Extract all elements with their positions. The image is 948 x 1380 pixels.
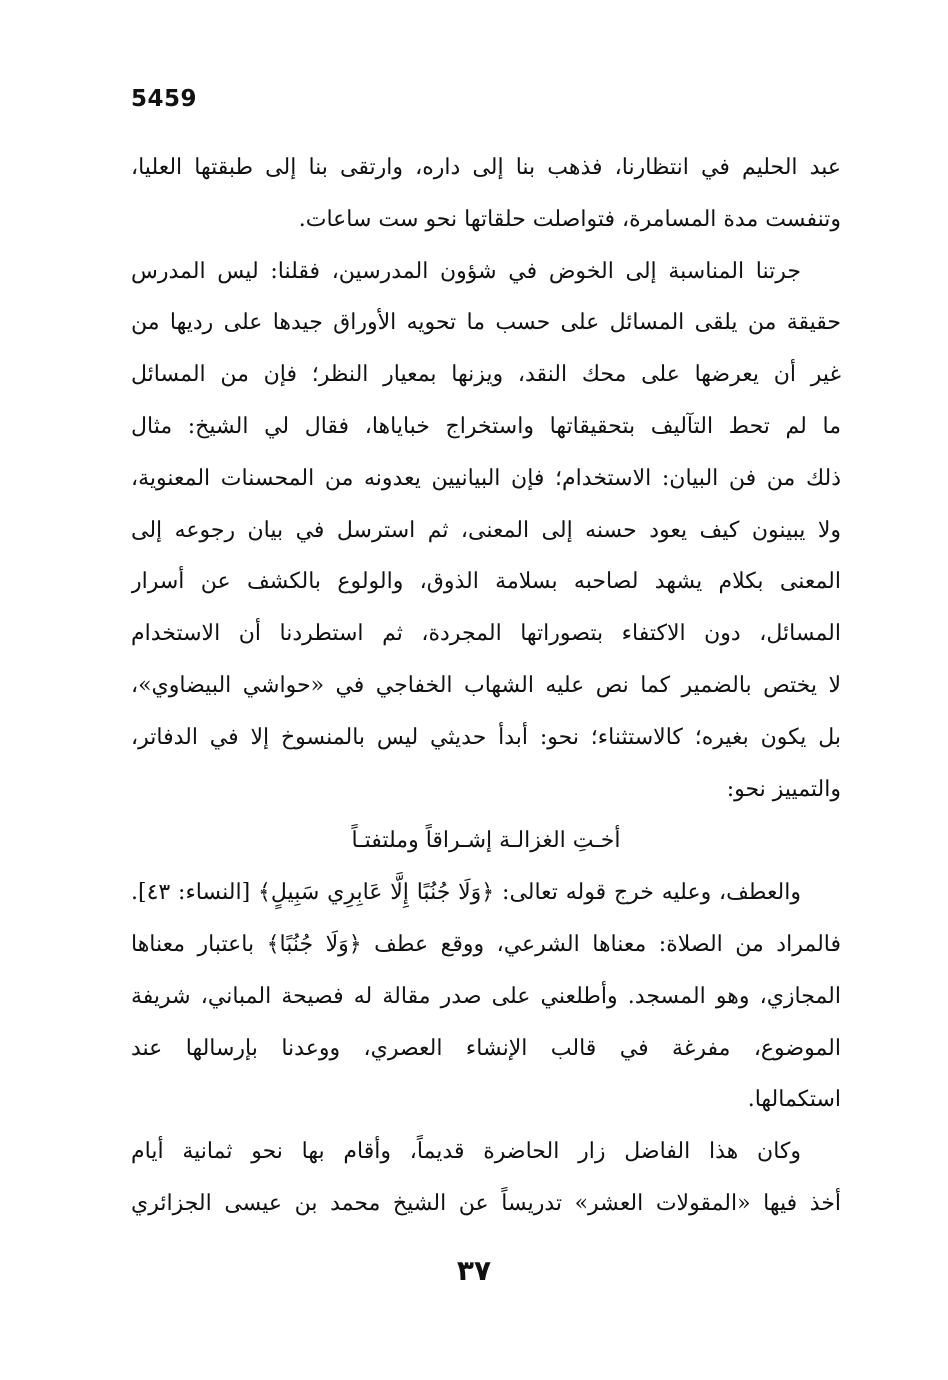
body-text (131, 142, 841, 1230)
page-number-bottom: ٣٧ (456, 1254, 492, 1287)
text-line: المسائل، دون الاكتفاء بتصوراتها المجردة، ثم استطردنا أن الاستخدام (131, 621, 841, 647)
text-line: وتنفست مدة المسامرة، فتواصلت حلقاتها نحو ست ساعات. (298, 206, 841, 232)
text-line: استكمالها. (747, 1087, 841, 1113)
text-line: بل يكون بغيره؛ كالاستثناء؛ نحو: أبدأ حديثي ليس بالمنسوخ إلا في الدفاتر، (131, 724, 841, 750)
text-line: المجازي، وهو المسجد. وأطلعني على صدر مقالة له فصيحة المباني، شريفة (131, 983, 841, 1009)
text-line: ذلك من فن البيان: الاستخدام؛ فإن البيانيين يعدونه من المحسنات المعنوية، (131, 465, 841, 491)
text-line: ولا يبينون كيف يعود حسنه إلى المعنى، ثم استرسل في بيان رجوعه إلى (131, 517, 841, 543)
text-line: المعنى بكلام يشهد لصاحبه بسلامة الذوق، والولوع بالكشف عن أسرار (131, 569, 841, 595)
text-line: حقيقة من يلقى المسائل على حسب ما تحويه الأوراق جيدها على رديها من (131, 310, 841, 336)
text-line: غير أن يعرضها على محك النقد، ويزنها بمعيار النظر؛ فإن من المسائل (131, 362, 841, 388)
verse-line: أخـتِ الغزالـة إشـراقاً وملتفتـاً (351, 828, 621, 854)
text-line: الموضوع، مفرغة في قالب الإنشاء العصري، ووعدنا بإرسالها عند (131, 1035, 841, 1061)
text-line: فالمراد من الصلاة: معناها الشرعي، ووقع عطف ﴿وَلَا جُنُبًا﴾ باعتبار معناها (131, 931, 841, 957)
page-number-top: 5459 (131, 86, 198, 112)
text-line: والعطف، وعليه خرج قوله تعالى: ﴿وَلَا جُنُبًا إِلَّا عَابِرِي سَبِيلٍ﴾ [النساء: ٤٣]. (131, 880, 801, 906)
text-line: أخذ فيها «المقولات العشر» تدريساً عن الشيخ محمد بن عيسى الجزائري (131, 1190, 841, 1216)
text-line: عبد الحليم في انتظارنا، فذهب بنا إلى داره، وارتقى بنا إلى طبقتها العليا، (131, 155, 841, 180)
text-line: والتمييز نحو: (726, 776, 841, 802)
text-line: ما لم تحط التآليف بتحقيقاتها واستخراج خباياها، فقال لي الشيخ: مثال (131, 413, 841, 439)
text-line: وكان هذا الفاضل زار الحاضرة قديماً، وأقام بها نحو ثمانية أيام (131, 1139, 801, 1165)
text-line: لا يختص بالضمير كما نص عليه الشهاب الخفاجي في «حواشي البيضاوي»، (131, 672, 841, 698)
text-line: جرتنا المناسبة إلى الخوض في شؤون المدرسين، فقلنا: ليس المدرس (131, 258, 801, 284)
